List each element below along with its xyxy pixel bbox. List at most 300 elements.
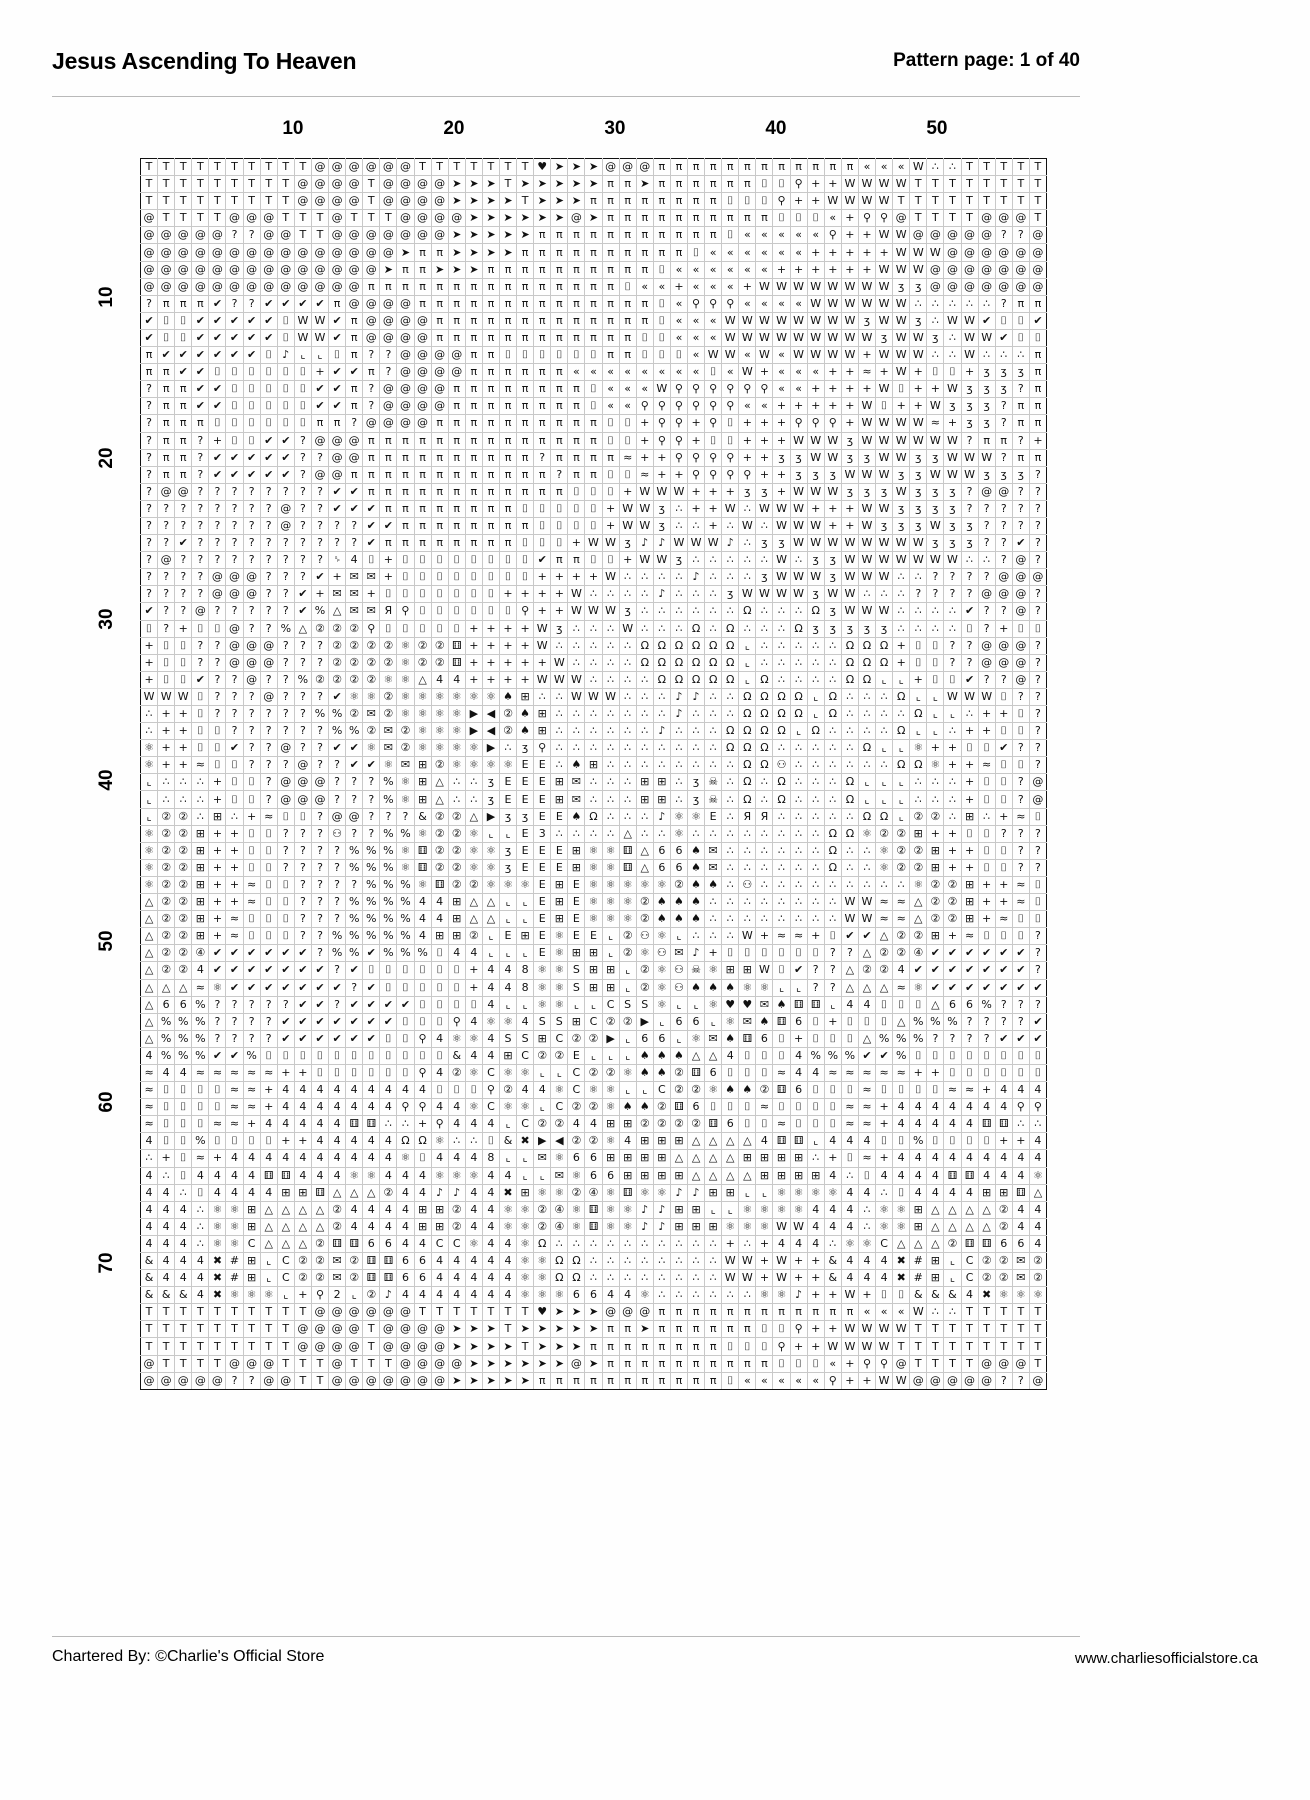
chart-cell: π (380, 466, 397, 483)
chart-cell: + (978, 1082, 995, 1099)
chart-cell: ∴ (670, 603, 687, 620)
chart-cell: ⌷ (329, 1064, 346, 1081)
chart-cell: W (858, 1321, 875, 1338)
chart-cell: ⌞ (619, 1047, 636, 1064)
chart-row (141, 671, 1047, 688)
chart-cell: ✔ (329, 688, 346, 705)
chart-row (141, 859, 1047, 876)
chart-cell: ⚅ (790, 996, 807, 1013)
chart-cell: C (277, 1270, 294, 1287)
chart-cell: ⊞ (243, 1218, 260, 1235)
chart-cell: @ (346, 449, 363, 466)
chart-cell: ✔ (260, 945, 277, 962)
chart-cell: E (551, 808, 568, 825)
chart-cell: ∴ (688, 603, 705, 620)
chart-cell: π (619, 312, 636, 329)
chart-cell: ʒ (824, 603, 841, 620)
chart-cell: Ω (841, 671, 858, 688)
chart-cell: ② (756, 1082, 773, 1099)
chart-cell: @ (294, 1321, 311, 1338)
chart-cell: ⚲ (773, 193, 790, 210)
chart-cell: @ (363, 1304, 380, 1321)
chart-cell: 6 (705, 1064, 722, 1081)
chart-cell: ∴ (739, 859, 756, 876)
chart-cell: 4 (141, 1184, 158, 1201)
chart-cell: T (260, 159, 277, 176)
chart-cell: W (961, 688, 978, 705)
chart-cell: ∴ (807, 842, 824, 859)
chart-cell: ⌷ (978, 928, 995, 945)
chart-cell: @ (329, 210, 346, 227)
chart-cell: ⚛ (397, 637, 414, 654)
chart-cell: ② (893, 842, 910, 859)
chart-cell: ⌷ (243, 1133, 260, 1150)
chart-cell: + (944, 842, 961, 859)
chart-cell: @ (1012, 552, 1029, 569)
chart-cell: △ (141, 996, 158, 1013)
chart-cell: ⌞ (619, 1030, 636, 1047)
chart-cell: T (944, 1355, 961, 1372)
chart-cell: π (448, 535, 465, 552)
chart-cell: ⊞ (961, 911, 978, 928)
chart-cell: % (380, 791, 397, 808)
chart-cell: ⌷ (294, 381, 311, 398)
chart-cell: π (517, 278, 534, 295)
chart-row (141, 193, 1047, 210)
chart-cell: ⊞ (568, 842, 585, 859)
chart-cell: W (824, 535, 841, 552)
chart-cell: ⚲ (790, 415, 807, 432)
chart-cell: ⌷ (277, 312, 294, 329)
chart-cell: C (653, 1082, 670, 1099)
chart-cell: ⚛ (841, 1235, 858, 1252)
chart-cell: Ω (841, 825, 858, 842)
chart-cell: 4 (499, 979, 516, 996)
chart-cell: ? (141, 432, 158, 449)
chart-cell: ⌷ (260, 364, 277, 381)
chart-cell: T (158, 159, 175, 176)
chart-cell: ⚲ (688, 381, 705, 398)
chart-cell: ∴ (978, 808, 995, 825)
chart-cell: π (585, 432, 602, 449)
chart-cell: 4 (995, 1099, 1012, 1116)
chart-cell: ⌞ (756, 1184, 773, 1201)
chart-cell: ⚛ (773, 1201, 790, 1218)
chart-cell: ⌷ (175, 1099, 192, 1116)
chart-cell: π (414, 244, 431, 261)
chart-cell: 4 (431, 1150, 448, 1167)
chart-cell: W (790, 347, 807, 364)
chart-cell: π (482, 500, 499, 517)
chart-cell: ∴ (978, 295, 995, 312)
chart-cell: ⌷ (927, 364, 944, 381)
chart-cell: ∴ (619, 723, 636, 740)
chart-cell: T (226, 193, 243, 210)
chart-cell: + (311, 364, 328, 381)
chart-cell: ✔ (978, 312, 995, 329)
chart-cell: ⊞ (688, 1218, 705, 1235)
chart-cell: ? (1012, 500, 1029, 517)
chart-cell: π (465, 398, 482, 415)
chart-cell: % (893, 1030, 910, 1047)
chart-cell: ② (858, 962, 875, 979)
chart-cell: ✔ (346, 500, 363, 517)
chart-cell: ? (311, 928, 328, 945)
chart-cell: « (602, 398, 619, 415)
chart-cell: ∴ (927, 603, 944, 620)
chart-cell: π (448, 381, 465, 398)
chart-cell: W (705, 347, 722, 364)
chart-cell: ➤ (551, 176, 568, 193)
chart-cell: ✔ (243, 449, 260, 466)
chart-cell: ② (927, 911, 944, 928)
chart-cell: ? (311, 842, 328, 859)
chart-cell: ⌷ (773, 1355, 790, 1372)
chart-cell: ∴ (722, 552, 739, 569)
chart-cell: ② (431, 825, 448, 842)
chart-cell: 4 (893, 1099, 910, 1116)
chart-cell: @ (277, 227, 294, 244)
chart-cell: S (619, 996, 636, 1013)
chart-cell: ⌷ (209, 757, 226, 774)
chart-cell: ∴ (841, 808, 858, 825)
chart-cell: ∴ (893, 603, 910, 620)
chart-cell: 4 (346, 1099, 363, 1116)
chart-cell: ? (807, 962, 824, 979)
chart-cell: W (858, 329, 875, 346)
chart-cell: T (158, 1321, 175, 1338)
chart-row (141, 227, 1047, 244)
chart-cell: W (739, 586, 756, 603)
chart-cell: ? (311, 449, 328, 466)
chart-cell: ♥ (722, 996, 739, 1013)
chart-cell: ⌷ (773, 1047, 790, 1064)
chart-cell: « (670, 261, 687, 278)
chart-row (141, 876, 1047, 893)
chart-cell: ? (277, 586, 294, 603)
chart-cell: @ (978, 210, 995, 227)
chart-cell: ② (670, 1082, 687, 1099)
chart-cell: + (961, 723, 978, 740)
chart-cell: ⌞ (670, 1030, 687, 1047)
chart-cell: ⌷ (158, 329, 175, 346)
chart-cell: + (944, 415, 961, 432)
chart-cell: ⊞ (192, 876, 209, 893)
chart-cell: ✉ (346, 603, 363, 620)
chart-cell: ⌷ (910, 996, 927, 1013)
chart-cell: ? (141, 517, 158, 534)
chart-cell: ⊞ (653, 774, 670, 791)
chart-cell: W (568, 586, 585, 603)
chart-cell: ✔ (277, 449, 294, 466)
chart-cell: ⊞ (995, 1184, 1012, 1201)
chart-cell: ⚛ (722, 1013, 739, 1030)
chart-cell: W (893, 227, 910, 244)
chart-cell: + (1012, 1133, 1029, 1150)
chart-cell: ⚛ (739, 979, 756, 996)
chart-cell: π (534, 432, 551, 449)
chart-cell: ✔ (260, 432, 277, 449)
chart-cell: 4 (397, 1184, 414, 1201)
chart-cell: ? (1029, 500, 1046, 517)
chart-cell: ⌷ (1012, 329, 1029, 346)
chart-cell: π (653, 1304, 670, 1321)
chart-cell: ∴ (670, 1253, 687, 1270)
chart-cell: ♠ (636, 1064, 653, 1081)
chart-cell: ♠ (705, 979, 722, 996)
chart-cell: ② (380, 654, 397, 671)
chart-cell: T (175, 1304, 192, 1321)
chart-cell: ⚛ (1029, 1167, 1046, 1184)
chart-cell: ✔ (243, 979, 260, 996)
chart-cell: ✔ (277, 979, 294, 996)
chart-cell: W (807, 569, 824, 586)
chart-cell: + (688, 432, 705, 449)
chart-cell: @ (294, 774, 311, 791)
chart-row (141, 808, 1047, 825)
chart-cell: + (277, 1133, 294, 1150)
chart-cell: ʒ (807, 466, 824, 483)
chart-cell: @ (1012, 569, 1029, 586)
chart-cell: ✔ (363, 996, 380, 1013)
chart-cell: ⌷ (978, 859, 995, 876)
chart-cell: @ (329, 449, 346, 466)
chart-cell: ∴ (499, 740, 516, 757)
chart-cell: ⌷ (568, 500, 585, 517)
chart-cell: 4 (841, 1133, 858, 1150)
chart-cell: ⚲ (653, 398, 670, 415)
chart-cell: ⌷ (927, 654, 944, 671)
chart-cell: 4 (1029, 1235, 1046, 1252)
chart-cell: 4 (773, 1235, 790, 1252)
chart-cell: T (910, 1355, 927, 1372)
chart-cell: W (961, 312, 978, 329)
chart-cell: π (534, 1372, 551, 1389)
chart-cell: ⌞ (670, 996, 687, 1013)
chart-cell: W (893, 1372, 910, 1389)
chart-cell: ʒ (688, 791, 705, 808)
chart-cell: ⌷ (722, 1099, 739, 1116)
chart-cell: ⌷ (260, 894, 277, 911)
chart-cell: ⚛ (209, 1201, 226, 1218)
chart-cell: ≈ (141, 1116, 158, 1133)
chart-cell: ⌷ (551, 500, 568, 517)
chart-cell: + (482, 671, 499, 688)
chart-cell: ⌷ (209, 723, 226, 740)
chart-cell: @ (243, 210, 260, 227)
chart-cell: ⚛ (448, 1030, 465, 1047)
chart-cell: ⚲ (705, 415, 722, 432)
chart-cell: ⊞ (636, 1167, 653, 1184)
chart-cell: @ (978, 654, 995, 671)
chart-cell: 4 (363, 1099, 380, 1116)
chart-cell: @ (226, 637, 243, 654)
chart-cell: ✉ (329, 586, 346, 603)
chart-cell: π (636, 261, 653, 278)
chart-cell: ʒ (876, 620, 893, 637)
chart-cell: W (841, 1321, 858, 1338)
chart-cell: ? (995, 398, 1012, 415)
chart-cell: ✔ (311, 1030, 328, 1047)
chart-cell: % (192, 1047, 209, 1064)
chart-cell: ? (329, 894, 346, 911)
chart-cell: @ (995, 586, 1012, 603)
chart-cell: ? (294, 740, 311, 757)
chart-cell: ⊞ (499, 1047, 516, 1064)
chart-cell: ② (431, 859, 448, 876)
chart-cell: ✔ (209, 945, 226, 962)
chart-cell: + (807, 1321, 824, 1338)
chart-cell: 4 (158, 1064, 175, 1081)
chart-cell: W (790, 517, 807, 534)
chart-cell: ? (961, 654, 978, 671)
chart-cell: ⌷ (688, 244, 705, 261)
chart-cell: ? (226, 295, 243, 312)
chart-cell: ♠ (499, 688, 516, 705)
chart-cell: Ω (790, 688, 807, 705)
chart-cell: ✉ (329, 1270, 346, 1287)
chart-cell: ? (1029, 706, 1046, 723)
chart-cell: ➤ (551, 1338, 568, 1355)
chart-cell: ⚛ (551, 928, 568, 945)
chart-cell: T (209, 193, 226, 210)
chart-cell: + (824, 1150, 841, 1167)
chart-cell: W (841, 466, 858, 483)
chart-cell: T (482, 1304, 499, 1321)
chart-cell: ⌷ (260, 859, 277, 876)
chart-cell: T (927, 1355, 944, 1372)
chart-cell: ∴ (722, 569, 739, 586)
chart-cell: Ω (688, 671, 705, 688)
chart-cell: ⚛ (363, 740, 380, 757)
chart-cell: ➤ (551, 210, 568, 227)
chart-cell: % (397, 945, 414, 962)
chart-cell: 4 (414, 1287, 431, 1304)
chart-cell: ⚛ (380, 757, 397, 774)
chart-cell: ʒ (841, 432, 858, 449)
chart-cell: 4 (380, 1218, 397, 1235)
chart-cell: π (995, 432, 1012, 449)
chart-cell: ? (192, 552, 209, 569)
chart-cell: ♪ (653, 723, 670, 740)
chart-cell: ⚛ (141, 825, 158, 842)
chart-cell: W (944, 466, 961, 483)
chart-cell: ⌷ (448, 603, 465, 620)
chart-cell: ? (260, 671, 277, 688)
chart-cell: ⊞ (978, 1184, 995, 1201)
chart-cell: ʒ (910, 483, 927, 500)
chart-cell: ≈ (192, 757, 209, 774)
chart-cell: 4 (465, 945, 482, 962)
chart-cell: ∴ (876, 1184, 893, 1201)
chart-cell: ? (260, 603, 277, 620)
chart-cell: @ (414, 1355, 431, 1372)
chart-cell: + (841, 210, 858, 227)
chart-cell: @ (209, 569, 226, 586)
chart-cell: ✉ (329, 1253, 346, 1270)
chart-cell: ∴ (756, 894, 773, 911)
chart-cell: W (910, 535, 927, 552)
chart-cell: ? (329, 911, 346, 928)
chart-cell: C (517, 1116, 534, 1133)
chart-cell: ⌷ (876, 1133, 893, 1150)
chart-cell: ② (311, 1235, 328, 1252)
chart-cell: 4 (858, 1270, 875, 1287)
chart-cell: 6 (414, 1253, 431, 1270)
chart-row (141, 295, 1047, 312)
chart-cell: Ω (824, 688, 841, 705)
chart-cell: ? (1012, 859, 1029, 876)
chart-cell: ⚲ (705, 381, 722, 398)
chart-cell: ʒ (1012, 364, 1029, 381)
chart-cell: ≈ (243, 1099, 260, 1116)
chart-cell: 4 (311, 1133, 328, 1150)
chart-cell: ∴ (876, 723, 893, 740)
chart-cell: 6 (995, 1235, 1012, 1252)
chart-cell: ♠ (653, 894, 670, 911)
chart-cell: ? (311, 637, 328, 654)
chart-cell: ≈ (773, 1116, 790, 1133)
chart-cell: ✔ (260, 466, 277, 483)
chart-cell: Ω (756, 740, 773, 757)
chart-cell: ⌷ (363, 1047, 380, 1064)
chart-cell: « (705, 312, 722, 329)
chart-cell: π (158, 381, 175, 398)
chart-cell: ∴ (722, 688, 739, 705)
chart-cell: ? (209, 535, 226, 552)
chart-cell: π (551, 1372, 568, 1389)
chart-cell: ⌷ (944, 1133, 961, 1150)
chart-cell: ⌷ (482, 569, 499, 586)
chart-cell: C (243, 1235, 260, 1252)
chart-cell: ? (311, 740, 328, 757)
chart-cell: π (175, 415, 192, 432)
chart-cell: T (995, 1304, 1012, 1321)
chart-cell: + (824, 261, 841, 278)
chart-cell: ≈ (192, 1064, 209, 1081)
chart-cell: W (722, 500, 739, 517)
chart-cell: ? (346, 774, 363, 791)
chart-cell: Ω (670, 671, 687, 688)
chart-cell: ⌷ (756, 1321, 773, 1338)
chart-cell: 4 (978, 1099, 995, 1116)
chart-cell: ⚛ (551, 979, 568, 996)
chart-cell: W (807, 535, 824, 552)
chart-cell: ? (329, 859, 346, 876)
chart-cell: @ (431, 1321, 448, 1338)
chart-cell: ⌷ (551, 517, 568, 534)
chart-cell: « (773, 227, 790, 244)
chart-cell: ⌷ (226, 757, 243, 774)
chart-cell: ∴ (807, 740, 824, 757)
chart-cell: 4 (807, 1218, 824, 1235)
chart-cell: ✔ (995, 945, 1012, 962)
chart-cell: ✖ (893, 1270, 910, 1287)
chart-cell: @ (260, 210, 277, 227)
chart-cell: ∴ (585, 654, 602, 671)
chart-cell: E (551, 842, 568, 859)
chart-cell: ∴ (585, 774, 602, 791)
chart-cell: ? (175, 500, 192, 517)
chart-cell: ∴ (722, 825, 739, 842)
row-tick-label: 50 (96, 930, 117, 952)
chart-cell: ♠ (688, 894, 705, 911)
chart-cell: ? (1029, 552, 1046, 569)
chart-cell: ② (346, 637, 363, 654)
chart-cell: ⌷ (653, 329, 670, 346)
chart-cell: ? (226, 483, 243, 500)
chart-cell: ✔ (277, 962, 294, 979)
